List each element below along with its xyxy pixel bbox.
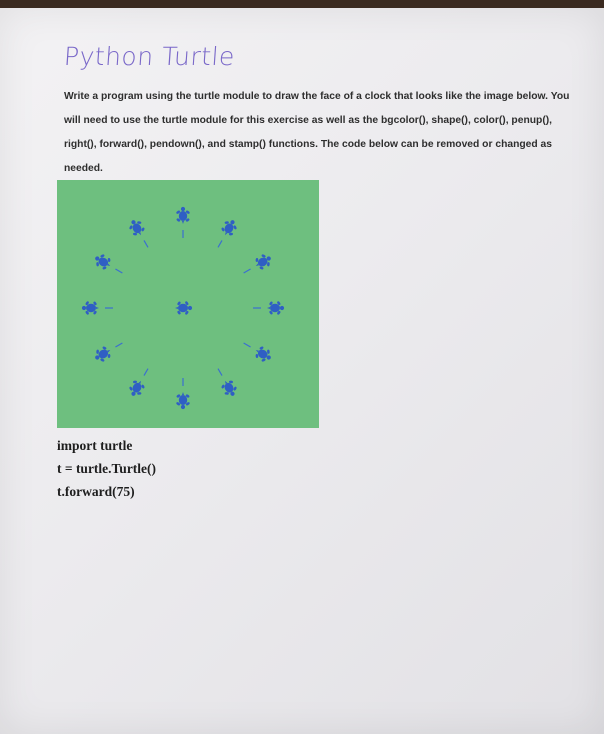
code-line-1: import turtle <box>57 438 133 453</box>
tick-mark-11 <box>144 240 148 247</box>
turtle-stamp-8 <box>92 344 114 365</box>
tick-mark-1 <box>218 240 222 247</box>
tick-mark-8 <box>115 343 122 347</box>
turtle-stamp-5 <box>219 377 240 399</box>
instructions-paragraph: Write a program using the turtle module to draw the face of a clock that looks like the image below. You will need to use the turtle module for this exercise as well as the bgcolor(), shape(), color(), penup(), right(), forward(), pendown(), and stamp() functions. The code below can be removed or changed as needed. <box>64 91 570 174</box>
code-block <box>57 438 156 507</box>
tick-mark-10 <box>115 269 122 273</box>
tick-mark-2 <box>244 269 251 273</box>
turtle-stamp-6 <box>176 392 191 409</box>
turtle-stamp-7 <box>126 377 147 399</box>
turtle-stamp-10 <box>92 251 114 272</box>
turtle-stamp-4 <box>252 344 274 365</box>
turtle-stamp-3 <box>267 301 284 316</box>
turtle-stamp-12 <box>176 207 191 224</box>
tick-mark-4 <box>244 343 251 347</box>
paper-sheet <box>0 8 604 734</box>
clock-face-drawing <box>57 180 319 428</box>
clock-face-figure <box>57 180 319 428</box>
code-line-3: t.forward(75) <box>57 484 135 499</box>
tick-mark-5 <box>218 369 222 376</box>
turtle-stamp-2 <box>252 251 274 272</box>
code-line-2: t = turtle.Turtle() <box>57 461 157 476</box>
turtle-stamp-1 <box>219 217 240 239</box>
document-title: Python Turtle <box>62 42 236 71</box>
tick-mark-7 <box>144 369 148 376</box>
turtle-stamp-9 <box>82 301 99 316</box>
turtle-stamp-11 <box>126 217 147 239</box>
turtle-stamp-center <box>175 301 192 316</box>
